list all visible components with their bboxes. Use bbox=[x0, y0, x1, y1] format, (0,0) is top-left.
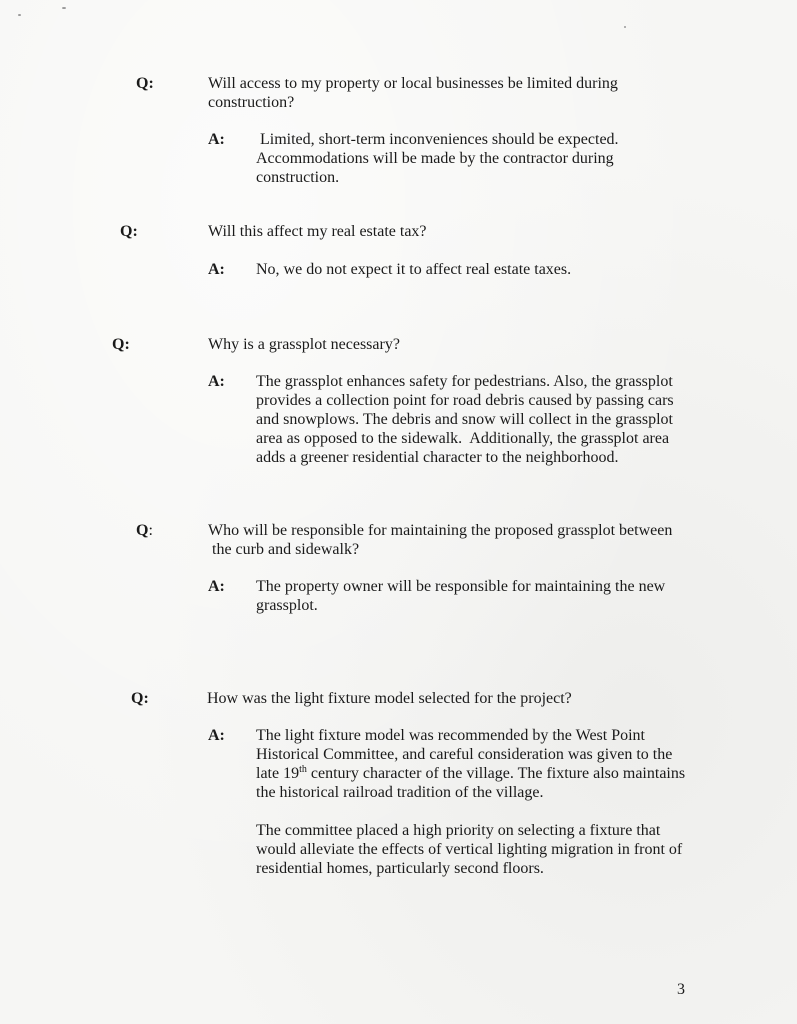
question-line: construction? bbox=[208, 94, 295, 111]
answer-label: A: bbox=[208, 373, 225, 390]
answer-line: would alleviate the effects of vertical lighting migration in front of bbox=[256, 841, 683, 858]
question-line: Who will be responsible for maintaining the proposed grassplot between bbox=[208, 522, 673, 539]
answer-line: construction. bbox=[256, 169, 340, 186]
answer-label: A: bbox=[208, 727, 225, 744]
answer-line: The committee placed a high priority on selecting a fixture that bbox=[256, 822, 661, 839]
answer-paragraph bbox=[256, 260, 696, 279]
question-text bbox=[208, 74, 688, 112]
question-line: the curb and sidewalk? bbox=[208, 541, 360, 558]
answer-paragraph bbox=[256, 130, 696, 187]
question-label: Q: bbox=[136, 75, 154, 92]
scan-speck bbox=[18, 14, 21, 16]
question-label bbox=[136, 521, 153, 540]
answer-text bbox=[256, 726, 696, 878]
question-colon: : bbox=[148, 522, 153, 539]
answer-paragraph bbox=[256, 726, 696, 802]
question-letter: Q bbox=[136, 522, 149, 539]
answer-paragraph bbox=[256, 577, 696, 615]
scan-speck bbox=[624, 26, 626, 28]
answer-label: A: bbox=[208, 131, 225, 148]
question-text bbox=[207, 689, 687, 708]
answer-line: The grassplot enhances safety for pedestrians. Also, the grassplot bbox=[256, 373, 673, 390]
late-line-after: century character of the village. The fixture also maintains bbox=[306, 765, 686, 782]
answer-line: residential homes, particularly second floors. bbox=[256, 860, 544, 877]
question-label: Q: bbox=[131, 690, 149, 707]
question-line: Will this affect my real estate tax? bbox=[208, 223, 427, 240]
answer-line: Accommodations will be made by the contractor during bbox=[256, 150, 614, 167]
answer-line: area as opposed to the sidewalk. Additionally, the grassplot area bbox=[256, 430, 670, 447]
late-line-before: late 19 bbox=[256, 765, 300, 782]
answer-line: No, we do not expect it to affect real estate taxes. bbox=[256, 261, 572, 278]
question-text bbox=[208, 521, 708, 559]
answer-text bbox=[256, 372, 696, 467]
answer-label: A: bbox=[208, 578, 225, 595]
answer-line: and snowplows. The debris and snow will collect in the grassplot bbox=[256, 411, 673, 428]
answer-line: grassplot. bbox=[256, 597, 318, 614]
question-label: Q: bbox=[120, 223, 138, 240]
answer-line: The light fixture model was recommended by the West Point bbox=[256, 727, 645, 744]
answer-text bbox=[256, 577, 696, 615]
answer-line: provides a collection point for road debris caused by passing cars bbox=[256, 392, 674, 409]
answer-paragraph bbox=[256, 821, 696, 878]
answer-text bbox=[256, 130, 696, 187]
question-label: Q: bbox=[112, 336, 130, 353]
question-line: Will access to my property or local businesses be limited during bbox=[208, 75, 618, 92]
question-line: Why is a grassplot necessary? bbox=[208, 336, 400, 353]
answer-paragraph bbox=[256, 372, 696, 467]
answer-line: the historical railroad tradition of the village. bbox=[256, 784, 544, 801]
answer-line: Limited, short-term inconveniences should be expected. bbox=[256, 131, 619, 148]
page-number: 3 bbox=[677, 981, 685, 998]
answer-line: adds a greener residential character to the neighborhood. bbox=[256, 449, 619, 466]
question-text bbox=[208, 335, 688, 354]
scan-speck bbox=[62, 7, 66, 9]
ordinal-suffix: th bbox=[299, 764, 307, 775]
answer-text bbox=[256, 260, 696, 279]
answer-label: A: bbox=[208, 261, 225, 278]
answer-line bbox=[256, 765, 685, 782]
question-line: How was the light fixture model selected for the project? bbox=[207, 690, 572, 707]
question-text bbox=[208, 222, 688, 241]
answer-line: Historical Committee, and careful consideration was given to the bbox=[256, 746, 673, 763]
answer-line: The property owner will be responsible for maintaining the new bbox=[256, 578, 666, 595]
